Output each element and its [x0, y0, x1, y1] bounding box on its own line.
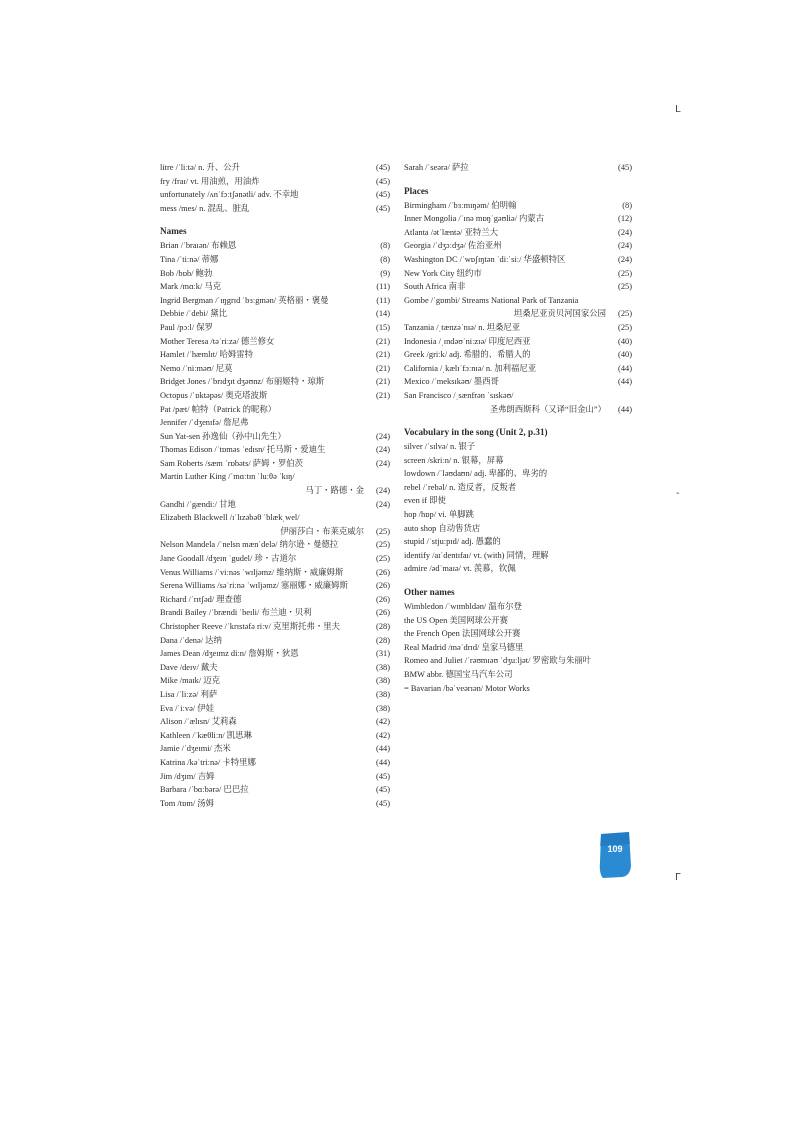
glossary-entry — [160, 253, 390, 267]
page-reference: (8) — [380, 254, 390, 264]
entry-text: silver /ˈsɪlvə/ n. 银子 — [404, 442, 476, 452]
entry-text: Ingrid Bergman /ˈɪŋgrɪd ˈbɜːgmən/ 英格丽・褒曼 — [160, 295, 329, 305]
page-reference: (44) — [376, 757, 390, 767]
glossary-entry — [404, 562, 632, 576]
page-reference: (21) — [376, 390, 390, 400]
page-reference: (24) — [376, 499, 390, 509]
glossary-entry — [160, 715, 390, 729]
entry-text: BMW abbr. 德国宝马汽车公司 — [404, 670, 513, 679]
left-column — [160, 161, 390, 810]
page-reference: (25) — [618, 268, 632, 278]
entry-text: Venus Williams /ˈviːnəs ˈwɪljəmz/ 维纳斯・威廉姆斯 — [160, 567, 344, 577]
page-reference: (25) — [376, 540, 390, 550]
page-reference: (44) — [376, 744, 390, 754]
glossary-entry — [404, 508, 632, 522]
glossary-entry — [160, 267, 390, 281]
page-reference: (38) — [376, 689, 390, 699]
entry-text: Barbara /ˈbɑːbərə/ 巴巴拉 — [160, 785, 249, 795]
glossary-entry — [404, 321, 632, 335]
glossary-entry — [160, 430, 390, 444]
page-reference: (24) — [376, 431, 390, 441]
glossary-entry — [404, 375, 632, 389]
glossary-entry — [160, 511, 390, 538]
page-reference: (45) — [618, 163, 632, 172]
entry-text: Martin Luther King /ˈmɑːtɪn ˈluːθə ˈkɪŋ/ — [160, 472, 295, 482]
page-reference: (24) — [618, 241, 632, 251]
entry-text: Greek /griːk/ adj. 希腊的、希腊人的 — [404, 350, 531, 360]
entry-text: Jennifer /ˈdʒenɪfə/ 詹尼弗 — [160, 418, 249, 428]
page-reference: (8) — [380, 241, 390, 251]
glossary-entry — [160, 566, 390, 580]
entry-text: Real Madrid /məˈdrɪd/ 皇家马德里 — [404, 642, 524, 652]
page-reference: (26) — [376, 608, 390, 618]
glossary-entry — [160, 457, 390, 471]
page-reference: (25) — [618, 309, 632, 319]
page-reference: (21) — [376, 336, 390, 346]
glossary-entry — [160, 729, 390, 743]
glossary-entry — [160, 538, 390, 552]
glossary-entry — [404, 454, 632, 468]
page-reference: (24) — [376, 458, 390, 468]
glossary-entry — [160, 188, 390, 202]
entry-continuation: 伊丽莎白・布莱克威尔 — [280, 526, 364, 536]
entry-text: Nelson Mandela /ˈnelsn mænˈdelə/ 纳尔逊・曼德拉 — [160, 540, 339, 550]
page-reference: (12) — [618, 214, 632, 224]
page-reference: (14) — [376, 309, 390, 319]
page-reference: (9) — [380, 268, 390, 278]
page-reference: (44) — [618, 363, 632, 373]
section-heading: Names — [160, 226, 187, 237]
glossary-entry — [404, 280, 632, 294]
glossary-entry — [160, 797, 390, 811]
page-reference: (45) — [376, 771, 390, 781]
entry-continuation: 坦桑尼亚贡贝河国家公园 — [513, 309, 606, 319]
glossary-entry — [160, 742, 390, 756]
page-reference: (45) — [376, 203, 390, 213]
entry-text: lowdown /ˈləʊdaʊn/ adj. 卑鄙的、卑劣的 — [404, 469, 548, 479]
glossary-entry — [160, 362, 390, 376]
glossary-entry — [404, 522, 632, 536]
entry-text: rebel /ˈrebəl/ n. 造反者，反叛者 — [404, 482, 517, 492]
glossary-entry — [160, 239, 390, 253]
entry-text: Georgia /ˈdʒɔːdʒə/ 佐治亚州 — [404, 241, 502, 251]
glossary-entry — [160, 375, 390, 389]
entry-text: Tina /ˈtiːnə/ 蒂娜 — [160, 254, 219, 264]
entry-text: Paul /pɔːl/ 保罗 — [160, 322, 214, 332]
entry-text: even if 即使 — [404, 496, 446, 506]
glossary-entry — [404, 362, 632, 376]
entry-text: Richard /ˈrɪtʃəd/ 理查德 — [160, 594, 242, 604]
page-tab-shape — [598, 832, 632, 878]
glossary-entry — [404, 253, 632, 267]
section-heading: Other names — [404, 587, 455, 598]
glossary-entry — [404, 199, 632, 213]
entry-text: South Africa 南非 — [404, 282, 466, 292]
entry-text: Gandhi /ˈgændiː/ 甘地 — [160, 499, 236, 509]
entry-text: Brandi Bailey /ˈbrændi ˈbeɪli/ 布兰迪・贝利 — [160, 608, 312, 618]
entry-text: Kathleen /ˈkæθliːn/ 凯思琳 — [160, 730, 252, 740]
page-reference: (45) — [376, 163, 390, 172]
entry-text: admire /ədˈmaɪə/ vt. 羡慕，钦佩 — [404, 564, 516, 574]
entry-text: litre /ˈliːtə/ n. 升、公升 — [160, 163, 241, 172]
entry-text: Indonesia /ˌɪndəʊˈniːzɪə/ 印度尼西亚 — [404, 336, 531, 346]
page-reference: (45) — [376, 785, 390, 795]
entry-text: Elizabeth Blackwell /ɪˈlɪzəbəθ ˈblækˌwel/ — [160, 513, 300, 523]
entry-text: California /ˌkælɪˈfɔːnɪə/ n. 加利福尼亚 — [404, 363, 537, 373]
entry-text: Romeo and Juliet /ˈrəʊmɪəʊ ˈdʒuːljət/ 罗密欧与朱丽叶 — [404, 656, 592, 666]
page-reference: (28) — [376, 622, 390, 631]
entry-text: Tanzania /ˌtænzəˈnɪə/ n. 坦桑尼亚 — [404, 322, 521, 332]
entry-text: Mike /maɪk/ 迈克 — [160, 676, 221, 686]
entry-text: Christopher Reeve /ˈkrɪstəfə riːv/ 克里斯托弗・里夫 — [160, 622, 341, 631]
page-number: 109 — [607, 844, 623, 854]
entry-text: Katrina /kəˈtriːnə/ 卡特里娜 — [160, 757, 256, 767]
glossary-entry — [160, 307, 390, 321]
page-reference: (24) — [618, 227, 632, 237]
entry-text: = Bavarian /bəˈveərɪən/ Motor Works — [404, 683, 530, 693]
page-reference: (21) — [376, 377, 390, 387]
entry-text: Bob /bɒb/ 鲍勃 — [160, 268, 213, 278]
glossary-entry — [160, 161, 390, 175]
glossary-entry — [160, 403, 390, 417]
glossary-entry — [160, 783, 390, 797]
page-reference: (25) — [376, 526, 390, 536]
page-reference: (25) — [618, 322, 632, 332]
entry-text: New York City 纽约市 — [404, 268, 482, 278]
page-number-badge — [598, 832, 632, 878]
glossary-entry — [160, 389, 390, 403]
entry-text: auto shop 自动售货店 — [404, 523, 481, 533]
entry-text: Sam Roberts /sæm ˈrɒbəts/ 萨姆・罗伯茨 — [160, 458, 304, 468]
glossary-entry — [160, 175, 390, 189]
page-reference: (15) — [376, 322, 390, 332]
page-reference: (26) — [376, 581, 390, 591]
entry-text: identify /aɪˈdentɪfaɪ/ vt. (with) 同情，理解 — [404, 550, 549, 560]
entry-text: Sun Yat-sen 孙逸仙（孙中山先生） — [160, 431, 286, 441]
page-reference: (31) — [376, 649, 390, 659]
page-reference: (40) — [618, 350, 632, 360]
page-reference: (45) — [376, 190, 390, 200]
entry-text: Dave /deɪv/ 戴夫 — [160, 662, 218, 672]
entry-text: San Francisco /ˌsænfrən ˈsɪskəʊ/ — [404, 390, 514, 400]
glossary-entry — [404, 440, 632, 454]
entry-continuation: 圣弗朗西斯科（又译“旧金山”） — [489, 404, 606, 414]
glossary-entry — [404, 627, 632, 641]
entry-text: stupid /ˈstjuːpɪd/ adj. 愚蠢的 — [404, 537, 501, 547]
glossary-entry — [404, 668, 632, 682]
glossary-entry — [160, 280, 390, 294]
page-reference: (38) — [376, 703, 390, 713]
glossary-entry — [404, 682, 632, 696]
page-reference: (38) — [376, 676, 390, 686]
page-reference: (11) — [376, 282, 390, 292]
entry-text: Hamlet /ˈhæmlɪt/ 哈姆雷特 — [160, 350, 254, 360]
page-reference: (44) — [618, 404, 632, 414]
glossary-entry — [160, 756, 390, 770]
entry-text: Birmingham /ˈbɜːmɪŋəm/ 伯明翰 — [404, 200, 517, 210]
page-reference: (42) — [376, 717, 390, 727]
page-reference: (25) — [376, 554, 390, 564]
glossary-entry — [160, 321, 390, 335]
glossary-entry — [404, 226, 632, 240]
entry-text: Mother Teresa /təˈriːzə/ 德兰修女 — [160, 336, 275, 346]
entry-text: Thomas Edison /ˈtɒməs ˈedɪsn/ 托马斯・爱迪生 — [160, 445, 326, 455]
glossary-entry — [404, 348, 632, 362]
entry-text: Lisa /ˈliːzə/ 利萨 — [160, 689, 218, 699]
glossary-entry — [404, 212, 632, 226]
glossary-entry — [160, 647, 390, 661]
entry-text: Brian /ˈbraɪən/ 布赖恩 — [160, 241, 237, 251]
glossary-entry — [404, 600, 632, 614]
glossary-entry — [404, 494, 632, 508]
glossary-entry — [160, 606, 390, 620]
page-reference: (24) — [376, 486, 390, 496]
entry-text: Atlanta /ətˈlæntə/ 亚特兰大 — [404, 227, 498, 237]
glossary-entry — [404, 614, 632, 628]
margin-tick: - — [676, 488, 680, 499]
glossary-entry — [160, 443, 390, 457]
entry-text: Jane Goodall /dʒeɪn ˈgudel/ 珍・古道尔 — [160, 554, 297, 564]
entry-text: Eva /ˈiːvə/ 伊娃 — [160, 703, 214, 713]
glossary-entry — [404, 239, 632, 253]
glossary-entry — [160, 470, 390, 497]
entry-text: Wimbledon /ˈwɪmbldən/ 温布尔登 — [404, 602, 522, 612]
page-reference: (21) — [376, 350, 390, 360]
glossary-entry — [160, 202, 390, 216]
glossary-entry — [160, 294, 390, 308]
glossary-entry — [160, 661, 390, 675]
crop-mark-top: L — [675, 104, 681, 115]
glossary-entry — [160, 579, 390, 593]
glossary-entry — [160, 634, 390, 648]
glossary-entry — [404, 549, 632, 563]
entry-text: Bridget Jones /ˈbrɪdʒɪt dʒəʊnz/ 布丽姬特・琼斯 — [160, 377, 325, 387]
page-reference: (44) — [618, 377, 632, 387]
glossary-entry — [160, 620, 390, 634]
right-column — [404, 161, 632, 695]
glossary-entry — [160, 348, 390, 362]
glossary-entry — [160, 688, 390, 702]
entry-text: Washington DC /ˈwɒʃɪŋtən ˈdiːˈsiː/ 华盛顿特区 — [404, 254, 566, 264]
glossary-entry — [404, 335, 632, 349]
entry-continuation: 马丁・路德・金 — [305, 486, 364, 496]
glossary-entry — [404, 654, 632, 668]
glossary-entry — [404, 267, 632, 281]
page-reference: (26) — [376, 594, 390, 604]
entry-text: Nemo /ˈniːməʊ/ 尼莫 — [160, 363, 233, 373]
page-reference: (26) — [376, 567, 390, 577]
entry-text: Mexico /ˈmeksɪkəʊ/ 墨西哥 — [404, 377, 499, 387]
page-reference: (40) — [618, 336, 632, 346]
glossary-entry — [160, 498, 390, 512]
entry-text: Octopus /ˈɒktəpəs/ 奥克塔波斯 — [160, 390, 268, 400]
entry-text: Sarah /ˈseərə/ 萨拉 — [404, 163, 469, 172]
entry-text: Jim /dʒɪm/ 吉姆 — [160, 771, 215, 781]
entry-text: Gombe /ˈgɒmbi/ Streams National Park of Tanzania — [404, 295, 579, 305]
page-reference: (24) — [618, 254, 632, 264]
page-reference: (8) — [622, 200, 632, 210]
entry-text: Alison /ˈælɪsn/ 艾莉森 — [160, 717, 237, 727]
entry-text: Serena Williams /səˈriːnə ˈwɪljəmz/ 塞丽娜・威廉姆斯 — [160, 581, 348, 591]
glossary-entry — [160, 552, 390, 566]
entry-text: Pat /pæt/ 帕特（Patrick 的昵称） — [160, 404, 277, 414]
entry-text: Dana /ˈdenə/ 达纳 — [160, 635, 222, 645]
entry-text: fry /fraɪ/ vt. 用油煎，用油炸 — [160, 176, 260, 186]
glossary-entry — [404, 389, 632, 416]
entry-text: unfortunately /ʌnˈfɔːtʃənətli/ adv. 不幸地 — [160, 190, 299, 200]
glossary-entry — [404, 641, 632, 655]
entry-text: James Dean /dʒeɪmz diːn/ 詹姆斯・狄恩 — [160, 649, 299, 659]
glossary-entry — [404, 467, 632, 481]
page-reference: (25) — [618, 282, 632, 292]
entry-text: Tom /tɒm/ 汤姆 — [160, 798, 215, 808]
entry-text: the French Open 法国网球公开赛 — [404, 629, 521, 639]
glossary-entry — [404, 161, 632, 175]
entry-text: Inner Mongolia /ˈɪnə mɒŋˈgəʊliə/ 内蒙古 — [404, 214, 545, 224]
page-reference: (28) — [376, 635, 390, 645]
glossary-entry — [160, 335, 390, 349]
page-reference: (11) — [376, 295, 390, 305]
page-reference: (45) — [376, 798, 390, 808]
page-reference: (42) — [376, 730, 390, 740]
entry-text: screen /skriːn/ n. 银幕，屏幕 — [404, 455, 504, 465]
glossary-entry — [160, 674, 390, 688]
section-heading: Vocabulary in the song (Unit 2, p.31) — [404, 427, 548, 438]
glossary-entry — [160, 702, 390, 716]
glossary-entry — [404, 535, 632, 549]
section-heading: Places — [404, 185, 429, 196]
glossary-entry — [404, 294, 632, 321]
page-reference: (38) — [376, 662, 390, 672]
crop-mark-bottom: Γ — [675, 872, 681, 883]
page-reference: (21) — [376, 363, 390, 373]
page-reference: (45) — [376, 176, 390, 186]
page-reference: (24) — [376, 445, 390, 455]
entry-text: hop /hɒp/ vi. 单脚跳 — [404, 510, 474, 520]
entry-text: Jamie /ˈdʒeɪmi/ 杰米 — [160, 744, 231, 754]
glossary-entry — [160, 593, 390, 607]
entry-text: Debbie /ˈdebi/ 黛比 — [160, 309, 227, 319]
entry-text: Mark /mɑːk/ 马克 — [160, 282, 222, 292]
entry-text: the US Open 美国网球公开赛 — [404, 615, 508, 625]
entry-text: mess /mes/ n. 混乱、脏乱 — [160, 203, 250, 213]
glossary-entry — [160, 770, 390, 784]
glossary-entry — [160, 416, 390, 430]
glossary-entry — [404, 481, 632, 495]
